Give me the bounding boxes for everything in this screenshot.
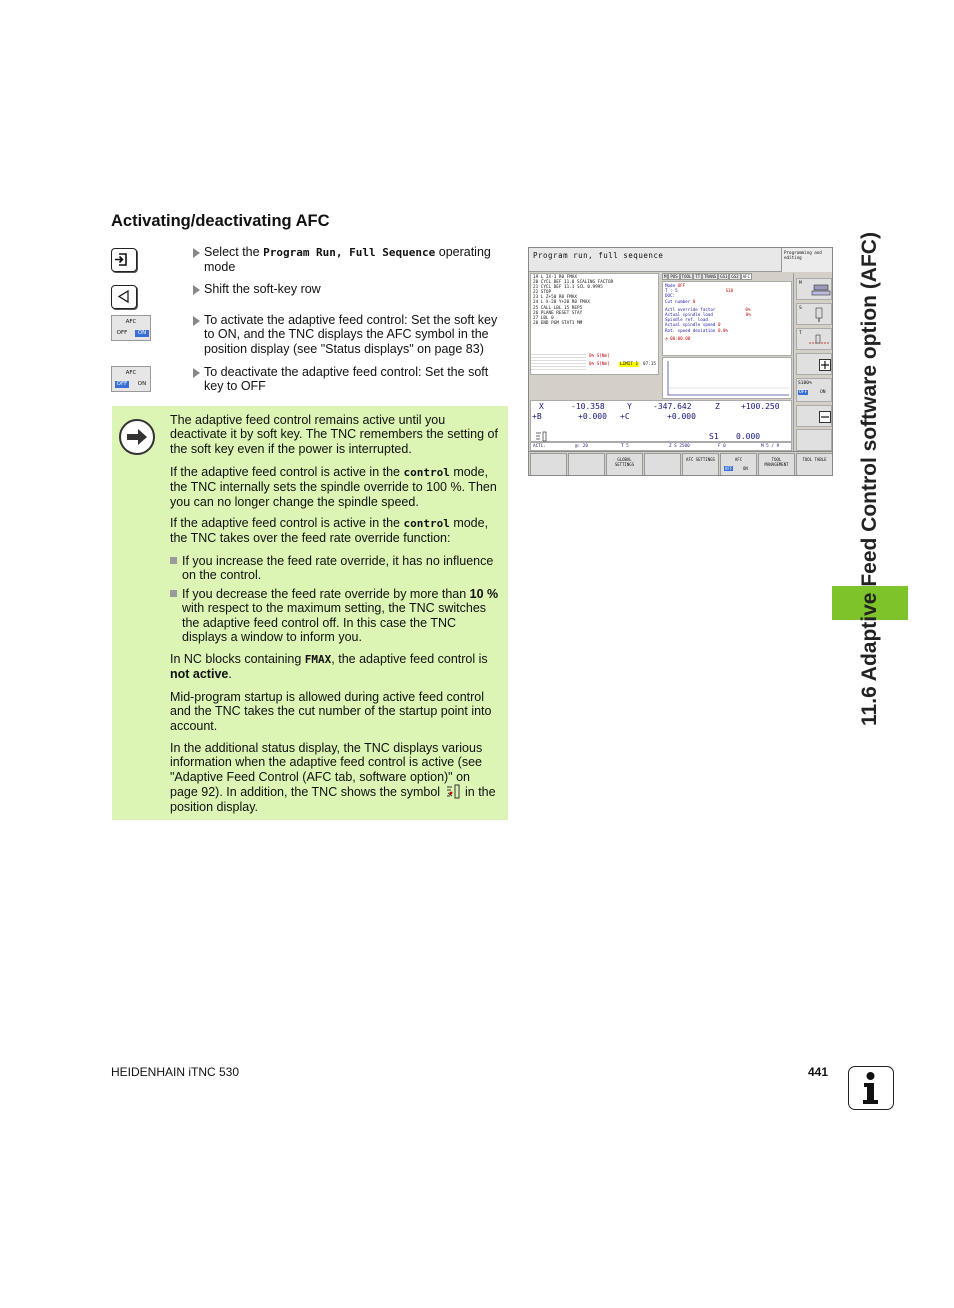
tab-gs1[interactable]: GS1: [720, 274, 728, 279]
off-label: OFF: [799, 390, 808, 395]
softkey-global-settings[interactable]: GLOBAL SETTINGS: [606, 453, 643, 476]
softkey-afc-off: OFF: [725, 466, 733, 471]
axis-value: -10.358: [571, 402, 605, 411]
softkey-4[interactable]: [644, 453, 681, 476]
note-para-6: [170, 741, 500, 815]
axis-label: Y: [627, 402, 632, 411]
screen-title: Program run, full sequence: [533, 251, 664, 260]
note-bullet-2-text: If you decrease the feed rate override by more than: [182, 587, 470, 601]
bullet-square-icon: [170, 557, 177, 564]
note-bullet-1-text: If you increase the feed rate override, it has no influence on the control.: [182, 554, 494, 583]
status-label: Actual spindle speed: [665, 322, 716, 328]
step-1-text-end: operating mode: [204, 245, 491, 275]
program-line: 26 PLANE RESET STAY: [533, 310, 583, 316]
spindle-label: S1: [709, 432, 719, 441]
status-value: 0%: [745, 312, 751, 318]
status-row: [665, 299, 789, 304]
bullet-triangle-icon: [193, 248, 200, 258]
status-value: 0.0%: [717, 327, 729, 333]
status-line-item: T 5: [621, 444, 629, 449]
softkey-afc[interactable]: [720, 453, 757, 476]
section-title: 11.6 Adaptive Feed Control software option (AFC): [858, 232, 881, 726]
afc-softkey-off: [111, 366, 151, 392]
screen-header: [529, 248, 781, 272]
program-window: [530, 273, 659, 375]
tnc-screenshot: [528, 247, 833, 476]
program-line: 21 CYCL DEF 11.1 SCL 0.9995: [533, 285, 603, 291]
program-run-icon: [112, 249, 135, 270]
program-line: 20 CYCL DEF 11.0 SCALING FACTOR: [533, 280, 614, 286]
status-label: DOC:: [665, 293, 676, 299]
note-para-3: [170, 516, 500, 546]
note-para-2-text: If the adaptive feed control is active in the: [170, 465, 404, 479]
ovr-line-1: 0% S[Nm]: [589, 354, 610, 359]
status-time: 00:00:00: [670, 335, 691, 341]
tab-gs2[interactable]: GS2: [731, 274, 739, 279]
note-arrow-icon: [119, 419, 155, 455]
status-line-item: ACTL.: [533, 444, 546, 449]
right-softkey-tool[interactable]: [796, 429, 832, 451]
afc-softkey-on: [111, 315, 151, 341]
note-para-1: The adaptive feed control remains active until you deactivate it by soft key. The TNC remembers the setting of the soft key even if the power is interrupted.: [170, 413, 498, 456]
note-para-6-text: In the additional status display, the TNC displays various information when the adaptive feed control is active (see "Adaptive Feed Control (AFC tab, software option)" on page 92). In addition, the TNC shows the symbol: [170, 741, 483, 800]
step-1: [193, 245, 508, 275]
right-softkey-column: [793, 273, 833, 451]
note-para-4-text: In NC blocks containing: [170, 652, 305, 666]
tab-tool[interactable]: TOOL: [681, 274, 692, 279]
step-2: [193, 282, 508, 296]
status-line-item: @: 20: [575, 444, 588, 449]
status-value: 0: [692, 298, 696, 304]
program-line: 22 STOP: [533, 290, 552, 296]
step-3: [193, 313, 508, 356]
info-icon: [848, 1066, 894, 1110]
control-code: control: [403, 466, 450, 479]
footer-product: HEIDENHAIN iTNC 530: [111, 1065, 240, 1079]
screen-mode-right: Programming and editing: [781, 248, 833, 272]
step-1-text: Select the: [204, 245, 264, 259]
axis-value: +100.250: [741, 402, 780, 411]
right-softkey-m-label: M: [799, 281, 802, 286]
note-para-5: Mid-program startup is allowed during active feed control and the TNC takes the cut number of the startup point into account.: [170, 690, 492, 733]
note-para-4-bold: not active: [170, 667, 229, 682]
right-softkey-m[interactable]: [796, 278, 832, 300]
shift-softkey-row-key: [111, 285, 137, 309]
tab-pos[interactable]: POS: [670, 274, 678, 279]
tab-trans[interactable]: TRANS: [704, 274, 717, 279]
section-title-vertical: [832, 212, 908, 747]
step-1-code: Program Run, Full Sequence: [263, 246, 436, 259]
note-para-2-end: mode, the TNC internally sets the spindle override to 100 %. Then you can no longer change the spindle speed.: [170, 465, 497, 509]
status-label: T : 5: [665, 288, 678, 294]
spindle-load-graph: [662, 357, 792, 399]
step-4-text: To deactivate the adaptive feed control: Set the soft key to OFF: [204, 365, 489, 394]
status-label: Actl override factor: [665, 306, 716, 312]
afc-softkey-off: OFF: [116, 330, 128, 336]
note-bullet-2-end: with respect to the maximum setting, the TNC switches the adaptive feed control off. In this case the TNC displays a window to inform you.: [182, 601, 487, 645]
axis-label: +C: [620, 412, 630, 421]
softkey-tool-management[interactable]: TOOL MANAGEMENT: [758, 453, 795, 476]
on-label: ON: [820, 390, 826, 395]
program-line: 27 LBL 0: [533, 315, 554, 321]
program-line: 19 L IX-1 R0 FMAX: [533, 275, 577, 280]
afc-softkey-title: AFC: [125, 319, 137, 325]
afc-status-panel: [662, 281, 792, 356]
afc-softkey-title: AFC: [125, 370, 137, 376]
softkey-afc-settings[interactable]: AFC SETTINGS: [682, 453, 719, 476]
ovr-bars: [531, 353, 586, 370]
page-heading: Activating/deactivating AFC: [111, 212, 330, 230]
right-softkey-t-label: T: [799, 331, 802, 336]
spindle-value: 0.000: [736, 432, 761, 441]
status-line-item: M 5 / 9: [761, 444, 780, 449]
softkey-afc-on: ON: [743, 466, 748, 471]
axis-value: +0.000: [667, 412, 696, 421]
status-label: Spindle ref. load: [665, 317, 708, 323]
note-bullet-2-bold: 10 %: [469, 587, 499, 601]
step-4: [193, 365, 508, 394]
step-3-text: To activate the adaptive feed control: Set the soft key to ON, and the TNC displays the AFC symbol in the position display (see "Status displays" on page 83): [204, 313, 498, 356]
note-bullet-2: [170, 587, 500, 645]
note-para-4: [170, 652, 500, 682]
status-label: Cut number: [665, 298, 691, 304]
program-line: 28 END PGM STAT1 MM: [533, 320, 583, 326]
status-tabs: [662, 273, 792, 281]
spindle-override-label: S100%: [798, 381, 812, 386]
note-para-6-end: in the position display.: [170, 785, 496, 815]
status-value: S10: [725, 288, 734, 294]
right-softkey-s[interactable]: [796, 303, 832, 325]
softkey-afc-label: AFC: [734, 457, 743, 462]
bullet-square-icon: [170, 590, 177, 597]
step-2-text: Shift the soft-key row: [204, 282, 321, 296]
afc-symbol-icon: [444, 784, 462, 800]
limit-indicator: LIMIT 1: [620, 362, 639, 367]
axis-value: -347.642: [653, 402, 692, 411]
tab-afc[interactable]: AFC: [742, 274, 750, 279]
status-line-item: Z S 2500: [669, 444, 690, 449]
position-display: [530, 400, 792, 442]
bullet-triangle-icon: [193, 368, 200, 378]
tab-tt[interactable]: TT: [695, 274, 701, 279]
softkey-2[interactable]: [568, 453, 605, 476]
tab-m[interactable]: M: [664, 274, 667, 279]
clock-icon: ◔: [665, 335, 668, 341]
afc-softkey-on-label: ON: [137, 381, 147, 387]
program-line: 23 L Z+50 R0 FMAX: [533, 295, 577, 301]
status-label: Actual spindle load: [665, 312, 713, 318]
right-softkey-t[interactable]: [796, 328, 832, 350]
status-label: Rot. speed deviation: [665, 327, 716, 333]
note-para-4-mid: , the adaptive feed control is: [331, 652, 488, 666]
right-softkey-s-label: S: [799, 306, 802, 311]
clock: 07:15: [643, 362, 656, 367]
ovr-line-2: 0% S[Nm]: [589, 362, 610, 367]
program-line: 24 L X-20 Y+20 R0 FMAX: [533, 300, 590, 306]
axis-label: X: [539, 402, 544, 411]
axis-value: +0.000: [578, 412, 607, 421]
feed-override-plus[interactable]: [796, 353, 832, 375]
program-line: 25 CALL LBL 15 REP5: [533, 305, 583, 311]
status-value: OFF: [677, 283, 686, 288]
softkey-tool-table[interactable]: TOOL TABLE: [796, 453, 833, 476]
afc-symbol-icon: [535, 431, 549, 442]
triangle-left-icon: [112, 286, 135, 307]
page-number: 441: [808, 1065, 829, 1079]
status-line-item: F 0: [718, 444, 726, 449]
note-para-4-end: .: [228, 667, 232, 682]
afc-status-indicator: [796, 378, 832, 402]
control-code: control: [403, 517, 450, 530]
afc-softkey-off-selected: OFF: [116, 381, 128, 387]
softkey-1[interactable]: [530, 453, 567, 476]
note-para-3-text: If the adaptive feed control is active in the: [170, 516, 404, 530]
status-value: 0%: [745, 306, 751, 312]
status-row: [665, 328, 789, 333]
note-para-2: [170, 465, 500, 509]
bullet-triangle-icon: [193, 316, 200, 326]
feed-override-minus[interactable]: [796, 405, 832, 427]
status-value: 0: [717, 322, 721, 328]
status-row: [665, 336, 789, 341]
axis-label: +B: [532, 412, 542, 421]
note-bullet-1: [170, 554, 500, 583]
program-run-key: [111, 248, 137, 272]
softkey-row: [529, 451, 833, 476]
axis-label: Z: [715, 402, 720, 411]
status-label: Mode: [665, 283, 676, 288]
fmax-code: FMAX: [304, 653, 332, 666]
afc-softkey-on-selected: ON: [135, 330, 149, 337]
status-line: [530, 442, 792, 451]
bullet-triangle-icon: [193, 285, 200, 295]
note-para-3-end: mode, the TNC takes over the feed rate override function:: [170, 516, 489, 546]
